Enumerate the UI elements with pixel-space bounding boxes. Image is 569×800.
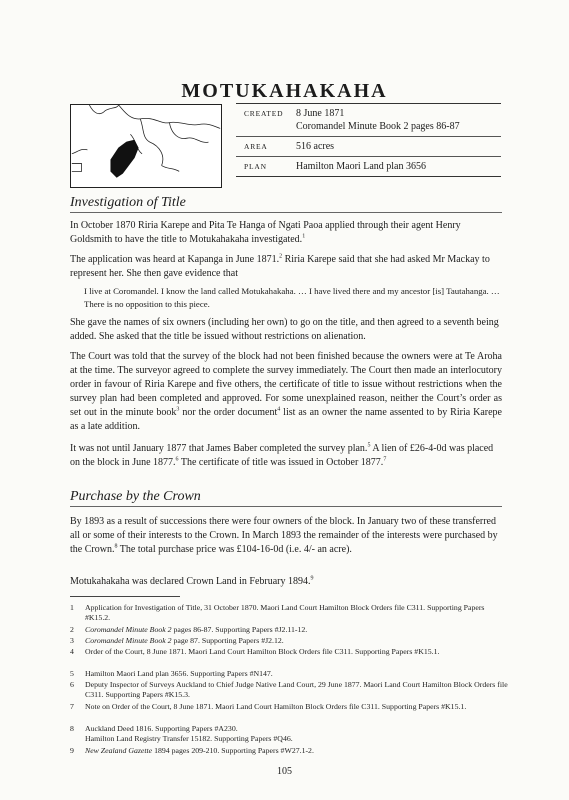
footnote-ref-6[interactable]: 6 bbox=[175, 456, 179, 463]
footnote-4: 4 Order of the Court, 8 June 1871. Maori Land Court Hamilton Block Orders file C311. Supporting Papers #K15.1. bbox=[70, 647, 440, 656]
footnote-ref-2[interactable]: 2 bbox=[279, 253, 283, 260]
footnote-ref-4[interactable]: 4 bbox=[277, 406, 281, 413]
map-drawing bbox=[71, 105, 221, 187]
footnote-ref-1[interactable]: 1 bbox=[302, 233, 306, 240]
footnote-6: 6 Deputy Inspector of Surveys Auckland to Chief Judge Native Land Court, 29 June 1877. Maori Land Court Hamilton Block Orders file C311. Supporting Papers #K15.3. bbox=[70, 680, 508, 699]
paragraph-application: In October 1870 Riria Karepe and Pita Te Hanga of Ngati Paoa applied through their agent Henry Goldsmith to have the title to Motukahakaha investigated.$^1$ bbox=[70, 220, 461, 245]
paragraph-purchase: By 1893 as a result of successions there were four owners of the block. In January two of these transferred all or some of their interests to the Crown. In March 1893 the remainder of the interests were purchased by the Crown.$^8$ The total purchase price was £104-16-0d (i.e. 4/- an acre). bbox=[70, 516, 498, 555]
section-heading-purchase: Purchase by the Crown bbox=[70, 489, 502, 507]
footnote-1: 1 Application for Investigation of Title, 31 October 1870. Maori Land Court Hamilton Block Orders file C311. Supporting Papers #K15.2. bbox=[70, 603, 485, 622]
created-source: Coromandel Minute Book 2 pages 86-87 bbox=[296, 121, 460, 132]
area-value: 516 acres bbox=[296, 141, 335, 152]
footnote-8: 8 Auckland Deed 1816. Supporting Papers #A230. Hamilton Land Registry Transfer 15182. Supporting Papers #Q46. bbox=[70, 724, 293, 743]
paragraph-owners: She gave the names of six owners (including her own) to go on the title, and then agreed to a seventh being added. She asked that the title be issued without restrictions on alienation. bbox=[70, 317, 499, 342]
page-title: MOTUKAHAKAHA bbox=[181, 80, 388, 102]
page-number: 105 bbox=[277, 766, 292, 777]
plan-value: Hamilton Maori Land plan 3656 bbox=[296, 161, 426, 172]
footnote-2: 2 Coromandel Minute Book 2 pages 86-87. Supporting Papers #J2.11-12. bbox=[70, 625, 308, 634]
plan-label: PLAN bbox=[244, 162, 267, 171]
block-info-table bbox=[236, 103, 501, 177]
info-row-plan bbox=[236, 157, 501, 176]
section-heading-investigation: Investigation of Title bbox=[70, 195, 502, 213]
footnote-ref-5[interactable]: 5 bbox=[367, 442, 371, 449]
evidence-quote: I live at Coromandel. I know the land called Motukahakaha. … I have lived there and my ancestor [is] Tautahanga. … There is no opposition to this piece. bbox=[84, 286, 500, 309]
footnote-3: 3 Coromandel Minute Book 2 page 87. Supporting Papers #J2.12. bbox=[70, 636, 284, 645]
footnote-ref-8[interactable]: 8 bbox=[114, 543, 118, 550]
info-row-created bbox=[236, 104, 501, 137]
footnote-5: 5 Hamilton Maori Land plan 3656. Supporting Papers #N147. bbox=[70, 669, 273, 678]
paragraph-survey-plan: It was not until January 1877 that James Baber completed the survey plan.$^5$ A lien of £26-4-0d was placed on the block in June 1877.$^6$ The certificate of title was issued in October 1877.$^7$ bbox=[70, 442, 494, 468]
paragraph-survey: The Court was told that the survey of the block had not been finished because the owners were at Te Aroha at the time. The surveyor agreed to complete the survey immediately. The Court then made an interlocutory order in favour of Riria Karepe and five others, the certificate of title to issue without restrictions when the survey plan had been completed and approved. For some unexplained reason, neither the Court’s order as set out in the minute book$^3$ nor the order document$^4$ list as an owner the name assented to by Riria Karepe as a late addition. bbox=[70, 351, 502, 432]
footnote-ref-7[interactable]: 7 bbox=[383, 456, 387, 463]
paragraph-crown-land: Motukahakaha was declared Crown Land in February 1894.$^9$ bbox=[70, 575, 314, 587]
paragraph-hearing: The application was heard at Kapanga in June 1871.$^2$ Riria Karepe said that she had asked Mr Mackay to represent her. She then gave evidence that bbox=[70, 253, 490, 279]
footnote-divider bbox=[70, 596, 180, 597]
footnote-ref-9[interactable]: 9 bbox=[310, 575, 314, 582]
created-label: CREATED bbox=[244, 109, 284, 118]
created-date: 8 June 1871 bbox=[296, 108, 345, 119]
footnote-7: 7 Note on Order of the Court, 8 June 1871. Maori Land Court Hamilton Block Orders file C311. Supporting Papers #K15.1. bbox=[70, 702, 467, 711]
area-label: AREA bbox=[244, 142, 268, 151]
footnote-9: 9 New Zealand Gazette 1894 pages 209-210. Supporting Papers #W27.1-2. bbox=[70, 746, 314, 755]
info-row-area bbox=[236, 137, 501, 157]
location-map bbox=[70, 104, 222, 188]
footnote-ref-3[interactable]: 3 bbox=[176, 406, 180, 413]
